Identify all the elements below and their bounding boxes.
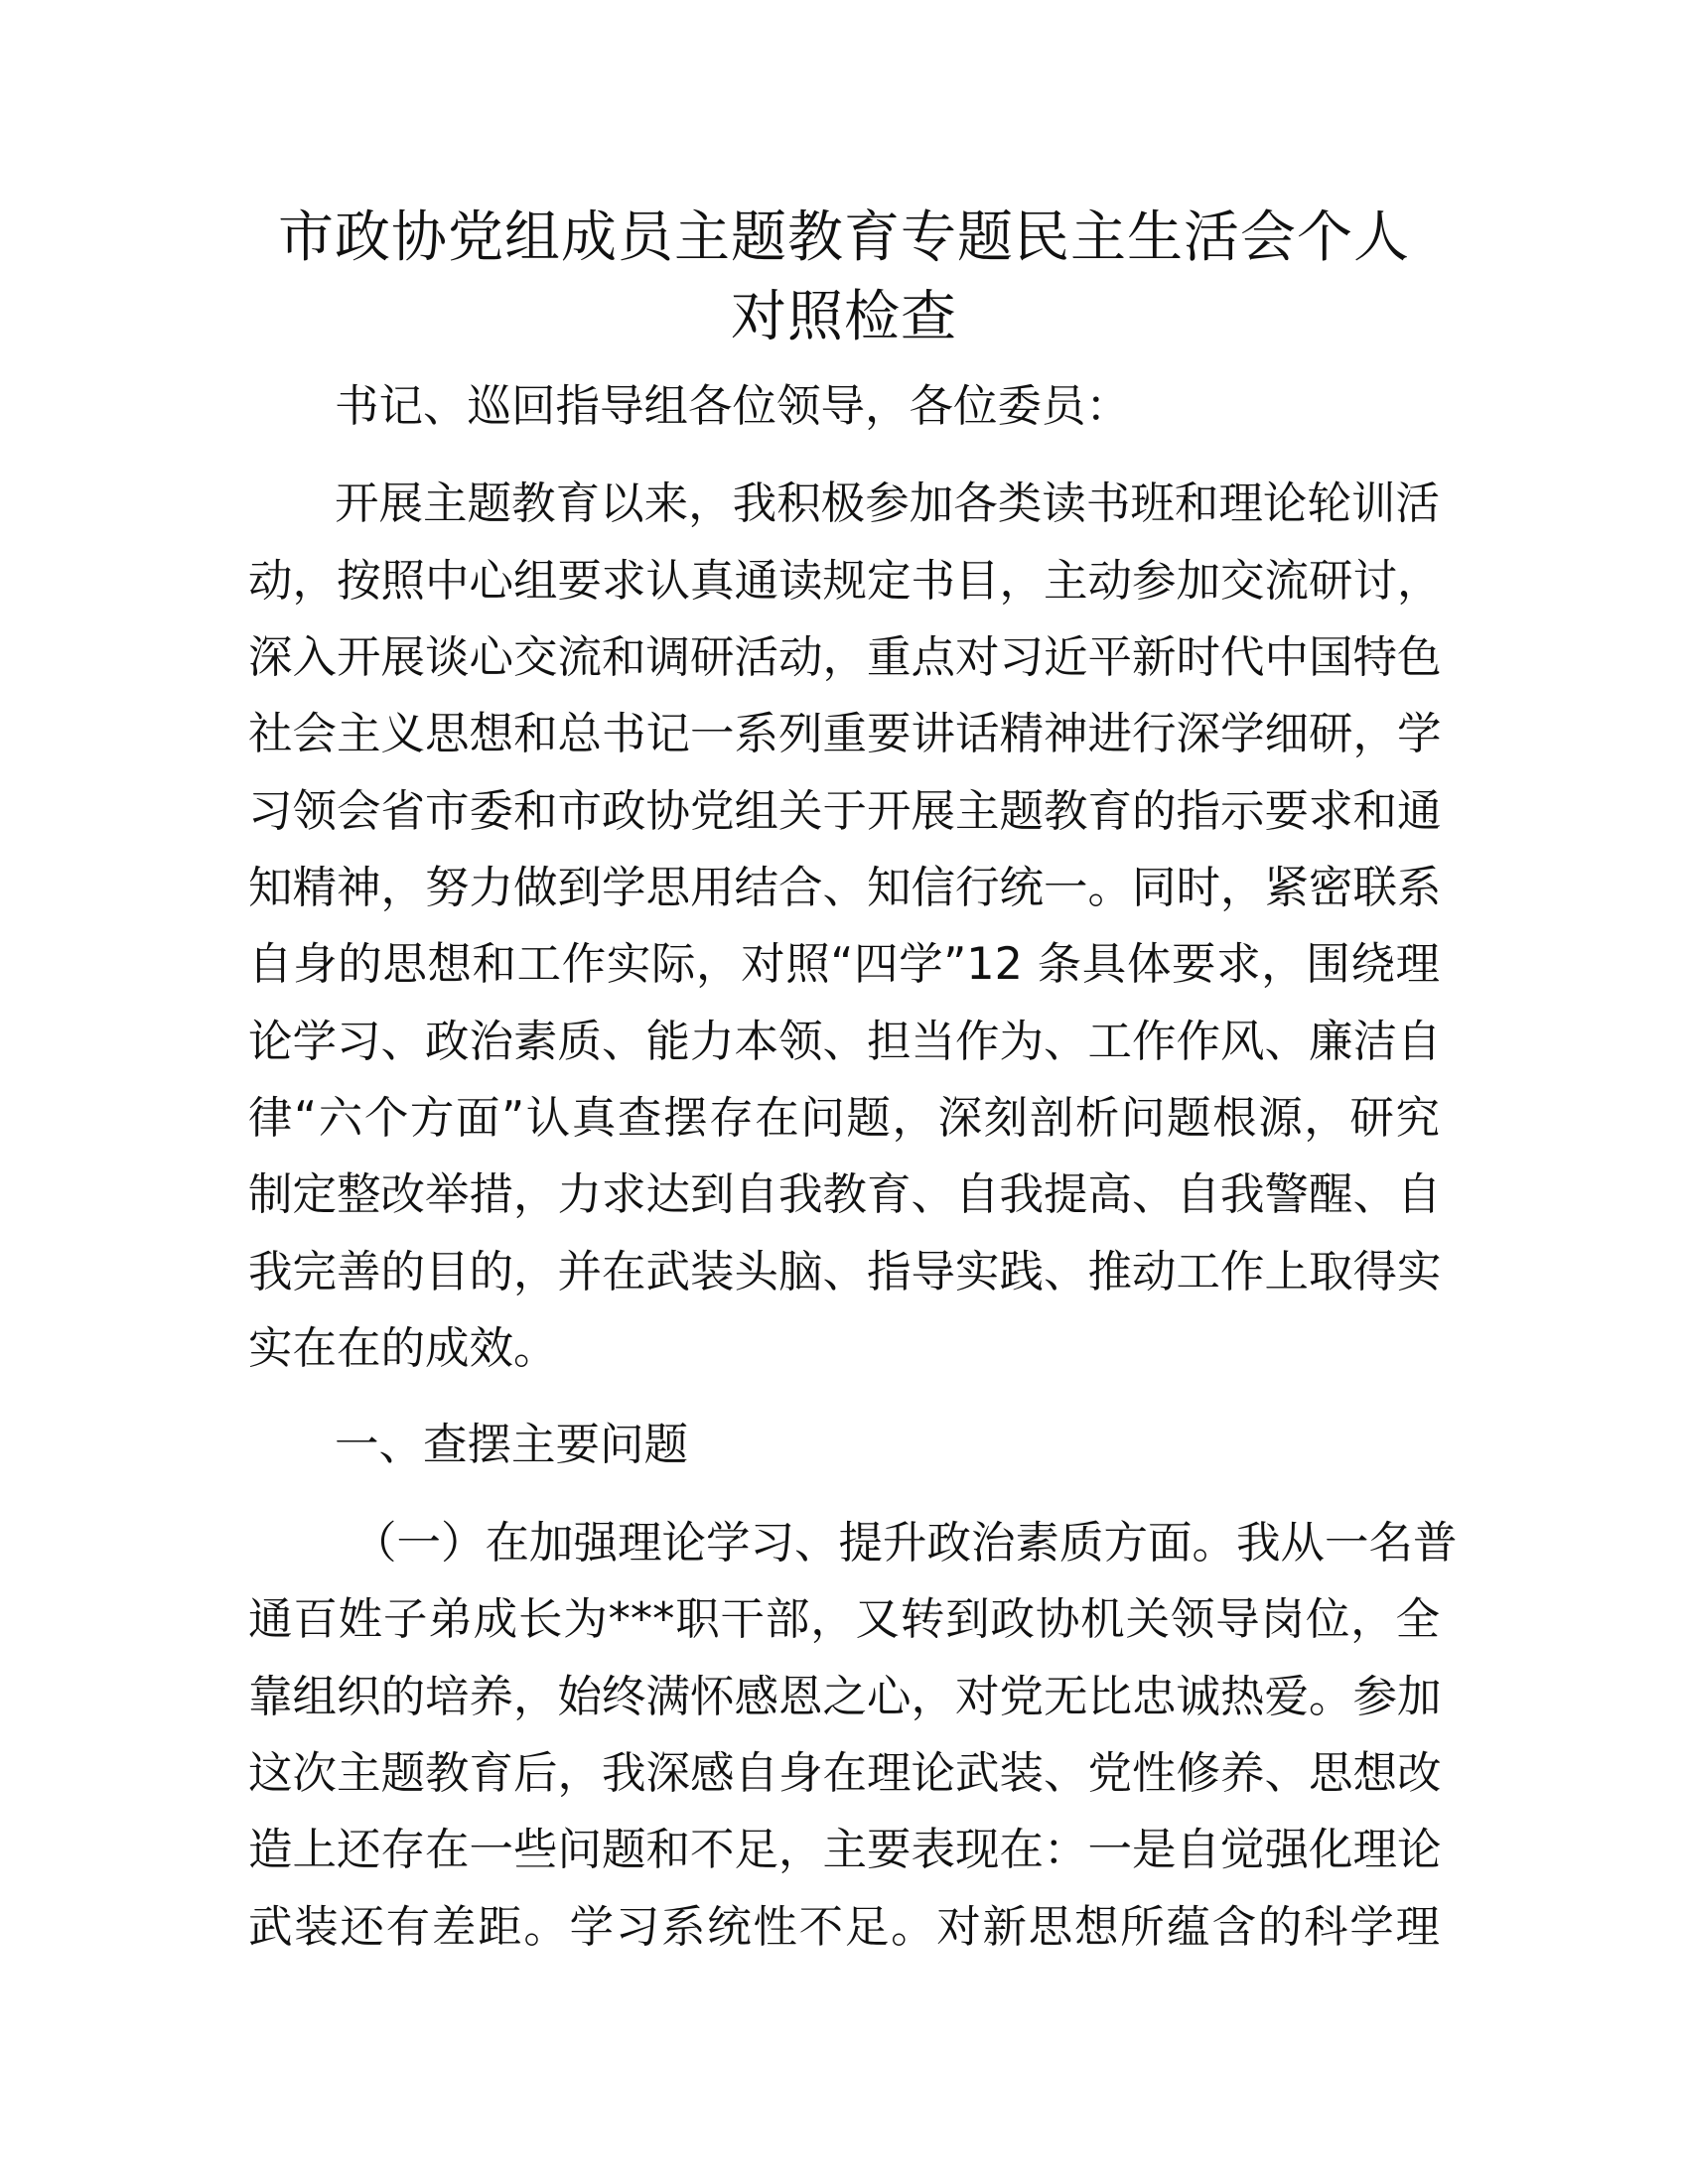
paragraph1-line: 实在在的成效。 [248,1323,558,1374]
paragraph2-line: 靠组织的培养，始终满怀感恩之心，对党无比忠诚热爱。参加 [248,1672,1442,1722]
paragraph1-line: 律“六个方面”认真查摆存在问题，深刻剖析问题根源，研究 [248,1093,1440,1144]
paragraph1-line: 动，按照中心组要求认真通读规定书目，主动参加交流研讨， [248,556,1442,607]
paragraph2-line: 武装还有差距。学习系统性不足。对新思想所蕴含的科学理 [248,1902,1440,1953]
paragraph1-line: 深入开展谈心交流和调研活动，重点对习近平新时代中国特色 [248,632,1442,683]
document-title-line-1: 市政协党组成员主题教育专题民主生活会个人 [278,205,1410,270]
salutation: 书记、巡回指导组各位领导，各位委员： [335,381,1131,432]
paragraph1-line: 我完善的目的，并在武装头脑、指导实践、推动工作上取得实 [248,1247,1442,1297]
paragraph1-line: 制定整改举措，力求达到自我教育、自我提高、自我警醒、自 [248,1169,1442,1220]
paragraph2-line: 造上还存在一些问题和不足，主要表现在：一是自觉强化理论 [248,1825,1442,1875]
paragraph1-line: 社会主义思想和总书记一系列重要讲话精神进行深学细研，学 [248,709,1442,759]
document-title-line-2: 对照检查 [731,285,957,349]
paragraph2-line: 通百姓子弟成长为***职干部，又转到政协机关领导岗位，全 [248,1594,1440,1645]
paragraph2-line: （一）在加强理论学习、提升政治素质方面。我从一名普 [352,1518,1458,1569]
paragraph1-line: 知精神，努力做到学思用结合、知信行统一。同时，紧密联系 [248,863,1442,913]
paragraph2-line: 这次主题教育后，我深感自身在理论武装、党性修养、思想改 [248,1748,1442,1799]
section-heading: 一、查摆主要问题 [335,1420,689,1470]
paragraph1-line: 自身的思想和工作实际，对照“四学”12 条具体要求，围绕理 [248,939,1440,990]
paragraph1-line: 论学习、政治素质、能力本领、担当作为、工作作风、廉洁自 [248,1017,1442,1067]
paragraph1-line: 习领会省市委和市政协党组关于开展主题教育的指示要求和通 [248,786,1442,837]
paragraph1-line: 开展主题教育以来，我积极参加各类读书班和理论轮训活 [335,478,1440,529]
